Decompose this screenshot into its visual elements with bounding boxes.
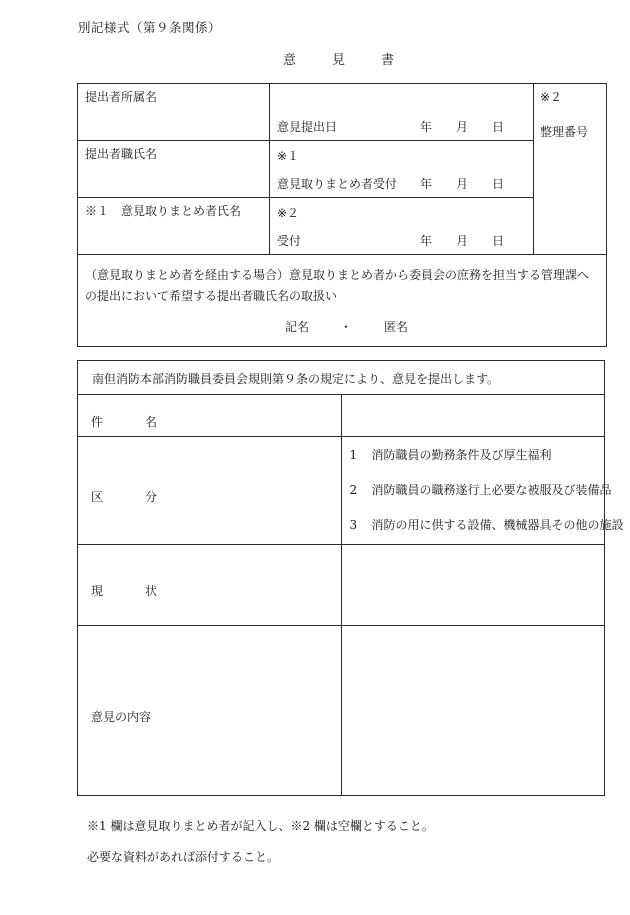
document-title-char-2: 見 (332, 53, 346, 68)
category-number: 3 (349, 518, 358, 532)
name-handling-text-line2: の提出において希望する提出者職氏名の取扱い (85, 289, 338, 303)
day-unit: 日 (492, 120, 505, 134)
coordinator-name-label: ※１ 意見取りまとめ者氏名 (85, 204, 242, 218)
coordinator-reception-cell[interactable] (270, 141, 534, 198)
option-anonymous[interactable]: 匿名 (384, 320, 409, 334)
subject-field[interactable] (341, 395, 605, 437)
intro-cell (78, 361, 605, 395)
category-option-2[interactable] (350, 484, 612, 496)
category-field (341, 437, 624, 545)
option-separator: ・ (340, 320, 353, 334)
coordinator-name-cell[interactable] (78, 198, 270, 255)
content-field[interactable] (341, 626, 605, 796)
year-unit: 年 (420, 177, 433, 191)
affiliation-cell[interactable] (78, 84, 270, 141)
content-label: 意見の内容 (91, 709, 152, 724)
submitter-info-table (77, 83, 607, 347)
year-unit: 年 (420, 234, 433, 248)
name-handling-text-line1: （意見取りまとめ者を経由する場合）意見取りまとめ者から委員会の庶務を担当する管理課へ (85, 268, 590, 282)
category-number: 1 (349, 448, 358, 462)
coordinator-reception-label: 意見取りまとめ者受付 (277, 177, 398, 191)
subject-label-char-1: 件 (91, 414, 104, 429)
registry-number-cell[interactable] (534, 84, 607, 255)
opinion-table (77, 360, 624, 796)
month-unit: 月 (456, 120, 469, 134)
content-header (78, 626, 342, 796)
status-label-char-1: 現 (91, 584, 104, 598)
reception-cell[interactable] (270, 198, 534, 255)
day-unit: 日 (492, 177, 505, 191)
subject-label-char-2: 名 (145, 414, 158, 429)
status-header (78, 545, 342, 626)
reception-mark: ※２ (277, 206, 300, 220)
intro-text: 南但消防本部消防職員委員会規則第９条の規定により、意見を提出します。 (92, 372, 500, 386)
affiliation-label: 提出者所属名 (85, 90, 158, 104)
submission-date-label: 意見提出日 (277, 120, 338, 134)
footnote-2: 必要な資料があれば添付すること。 (87, 850, 280, 864)
submitter-name-cell[interactable] (78, 141, 270, 198)
month-unit: 月 (456, 234, 469, 248)
category-text: 消防の用に供する設備、機械器具その他の施設 (371, 518, 624, 532)
registry-mark: ※２ (540, 90, 563, 104)
submission-date-cell[interactable] (270, 84, 534, 141)
subject-header (78, 395, 342, 437)
category-text: 消防職員の勤務条件及び厚生福利 (371, 448, 552, 462)
form-label: 別記様式（第９条関係） (78, 20, 222, 35)
day-unit: 日 (492, 234, 505, 248)
category-label-char-2: 分 (145, 489, 158, 504)
option-named[interactable]: 記名 (285, 320, 310, 334)
footnote-1: ※1 欄は意見取りまとめ者が記入し、※2 欄は空欄とすること。 (87, 819, 434, 833)
category-option-3[interactable] (350, 519, 624, 531)
document-title-char-1: 意 (283, 53, 297, 68)
reception-label: 受付 (277, 234, 302, 248)
category-number: 2 (349, 483, 358, 497)
document-title-char-3: 書 (381, 53, 395, 68)
category-header (78, 437, 342, 545)
category-label-char-1: 区 (91, 489, 104, 504)
category-option-1[interactable] (350, 449, 552, 461)
month-unit: 月 (456, 177, 469, 191)
submitter-name-label: 提出者職氏名 (85, 147, 158, 161)
registry-number-label: 整理番号 (540, 125, 589, 139)
status-field[interactable] (341, 545, 605, 626)
coordinator-mark: ※１ (277, 149, 300, 163)
status-label-char-2: 状 (145, 584, 158, 598)
year-unit: 年 (420, 120, 433, 134)
name-handling-cell (78, 255, 607, 347)
category-text: 消防職員の職務遂行上必要な被服及び装備品 (371, 483, 612, 497)
